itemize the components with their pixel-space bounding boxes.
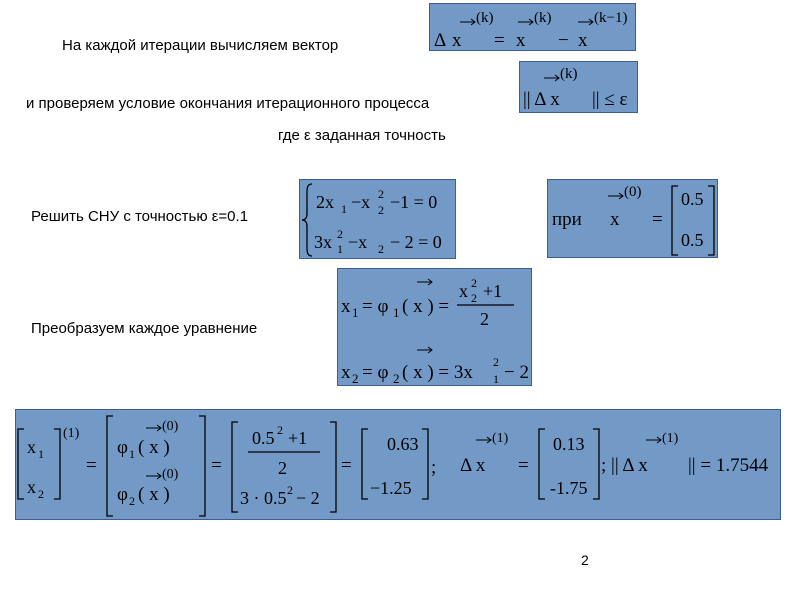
vector-arrow-icon [417, 347, 432, 353]
it-r1: 0.63 [387, 434, 419, 454]
e2-eq: = φ [362, 362, 389, 383]
it-m1-pow: 2 [277, 423, 283, 437]
it-phi2: φ [117, 484, 128, 505]
init-eq: = [652, 209, 663, 230]
delta-vector-formula [429, 3, 636, 51]
it-delta: Δ x [460, 455, 486, 476]
norm-lhs: || Δ x [523, 89, 560, 110]
e1-arg: ( x ) = [402, 296, 450, 317]
e2-powsub: 1 [493, 372, 499, 386]
e1-num: x [459, 281, 468, 301]
it-m1-num: 0.5 [252, 428, 275, 448]
it-norm: ; || Δ x [601, 455, 648, 476]
vector-arrow-icon [544, 75, 559, 81]
e2-sub: 2 [352, 371, 359, 386]
it-r2: −1.25 [370, 478, 412, 498]
it-norm-sup: (1) [662, 431, 679, 446]
e2-phisub: 2 [393, 371, 400, 386]
it-eq-3: = [341, 455, 352, 476]
it-left-bracket-4 [362, 429, 368, 499]
it-right-bracket-1 [54, 429, 60, 499]
first-iteration-svg [16, 410, 781, 520]
it-m1-tail: +1 [288, 428, 308, 448]
delta-x: x [452, 30, 462, 51]
vector-arrow-icon [578, 19, 593, 25]
xkm1-sup: (k−1) [594, 10, 628, 26]
it-phi1-arg: ( x ) [138, 437, 170, 458]
it-phi2-sup: (0) [162, 467, 179, 482]
eq1-s2: 2 [378, 203, 384, 217]
eq1-a: 2x [316, 192, 334, 212]
page-number: 2 [581, 552, 589, 568]
precision-note-text: где ε заданная точность [278, 127, 446, 144]
eq1-p2: 2 [378, 187, 384, 201]
init-x: x [610, 209, 620, 230]
it-d1: 0.13 [553, 434, 585, 454]
e1-eq: = φ [362, 296, 389, 317]
eq2-a: 3x [314, 232, 332, 252]
it-x1: x [27, 437, 36, 457]
it-left-bracket-5 [539, 429, 545, 499]
eq2-c: − 2 = 0 [390, 232, 442, 252]
xk-sup: (k) [534, 10, 552, 26]
it-phi2-sub: 2 [129, 494, 135, 508]
e1-num-pow: 2 [471, 276, 477, 290]
it-right-bracket-5 [593, 429, 599, 499]
first-iteration-formula [15, 409, 781, 520]
vector-arrow-icon [646, 437, 661, 443]
it-phi2-arg: ( x ) [138, 484, 170, 505]
eq-sign: = [494, 30, 505, 51]
initial-approx-formula [547, 179, 718, 258]
it-left-bracket-1 [18, 429, 24, 499]
vector-arrow-icon [476, 437, 491, 443]
it-eq-1: = [86, 455, 97, 476]
it-d2: -1.75 [550, 478, 588, 498]
vector-arrow-icon [146, 425, 161, 431]
it-x1-sub: 1 [38, 447, 44, 461]
init-right-bracket [708, 186, 714, 255]
init-v1: 0.5 [681, 189, 704, 209]
transformed-equations-formula [337, 268, 532, 386]
eq1-c: −1 = 0 [390, 192, 438, 212]
equation-system-svg [300, 180, 456, 259]
it-sup1: (1) [63, 426, 80, 441]
vector-arrow-icon [146, 473, 161, 479]
delta-sup-k: (k) [476, 10, 494, 26]
vector-arrow-icon [460, 19, 475, 25]
transform-text: Преобразуем каждое уравнение [31, 320, 258, 337]
it-eq-2: = [211, 455, 222, 476]
stop-condition-text: и проверяем условие окончания итерационного процесса [26, 95, 430, 112]
vector-arrow-icon [518, 19, 533, 25]
xk: x [516, 30, 526, 51]
e2-pow: 2 [493, 355, 499, 369]
minus-sign: − [558, 30, 569, 51]
it-right-bracket-2 [199, 416, 205, 516]
it-left-bracket-3 [232, 422, 238, 512]
equation-system-formula [299, 179, 456, 259]
iteration-intro-text: На каждой итерации вычисляем вектор [62, 37, 339, 54]
it-x2: x [27, 477, 36, 497]
e1-num-sub: 2 [471, 291, 477, 305]
eq1-b: −x [351, 192, 371, 212]
initial-approx-svg [548, 180, 718, 258]
eq2-p1: 2 [337, 227, 343, 241]
it-left-bracket-2 [107, 416, 113, 516]
e1-left: x [341, 296, 351, 317]
it-right-bracket-3 [330, 422, 336, 512]
init-word: при [552, 209, 582, 230]
transformed-equations-svg [338, 269, 532, 386]
it-m2-tail: − 2 [296, 488, 320, 508]
eq1-s1: 1 [341, 202, 347, 216]
it-phi1-sup: (0) [162, 419, 179, 434]
it-norm-val: || = 1.7544 [688, 455, 769, 476]
e2-arg: ( x ) = 3x [402, 362, 473, 383]
e1-den: 2 [480, 309, 489, 329]
vector-arrow-icon [417, 279, 432, 285]
it-phi1-sub: 1 [129, 447, 135, 461]
init-left-bracket [672, 186, 678, 255]
norm-rhs: || ≤ ε [592, 89, 628, 110]
norm-sup-k: (k) [560, 66, 578, 82]
it-m2-pow: 2 [287, 483, 293, 497]
it-x2-sub: 2 [38, 487, 44, 501]
e1-sub: 1 [352, 305, 359, 320]
e2-tail: − 2 [504, 362, 529, 383]
e1-phisub: 1 [393, 305, 400, 320]
eq2-s1: 1 [337, 242, 343, 256]
it-semi-1: ; [431, 457, 437, 478]
task-text: Решить СНУ с точностью ε=0.1 [31, 208, 249, 225]
init-v2: 0.5 [681, 230, 704, 250]
it-delta-sup: (1) [492, 431, 509, 446]
norm-condition-svg [520, 62, 638, 113]
e2-left: x [341, 362, 351, 383]
init-sup: (0) [624, 184, 642, 200]
it-right-bracket-4 [422, 429, 428, 499]
system-brace [302, 184, 312, 256]
e1-num-tail: +1 [483, 281, 503, 301]
eq2-b: −x [348, 232, 368, 252]
it-eq-4: = [518, 455, 529, 476]
xkm1: x [578, 30, 588, 51]
delta-vector-svg [430, 4, 636, 51]
it-m2: 3 · 0.5 [240, 488, 287, 508]
it-phi1: φ [117, 437, 128, 458]
eq2-s2: 2 [378, 242, 384, 256]
norm-condition-formula [519, 61, 638, 113]
delta-symbol: Δ [434, 30, 447, 51]
it-m1-den: 2 [278, 458, 287, 478]
vector-arrow-icon [608, 193, 623, 199]
